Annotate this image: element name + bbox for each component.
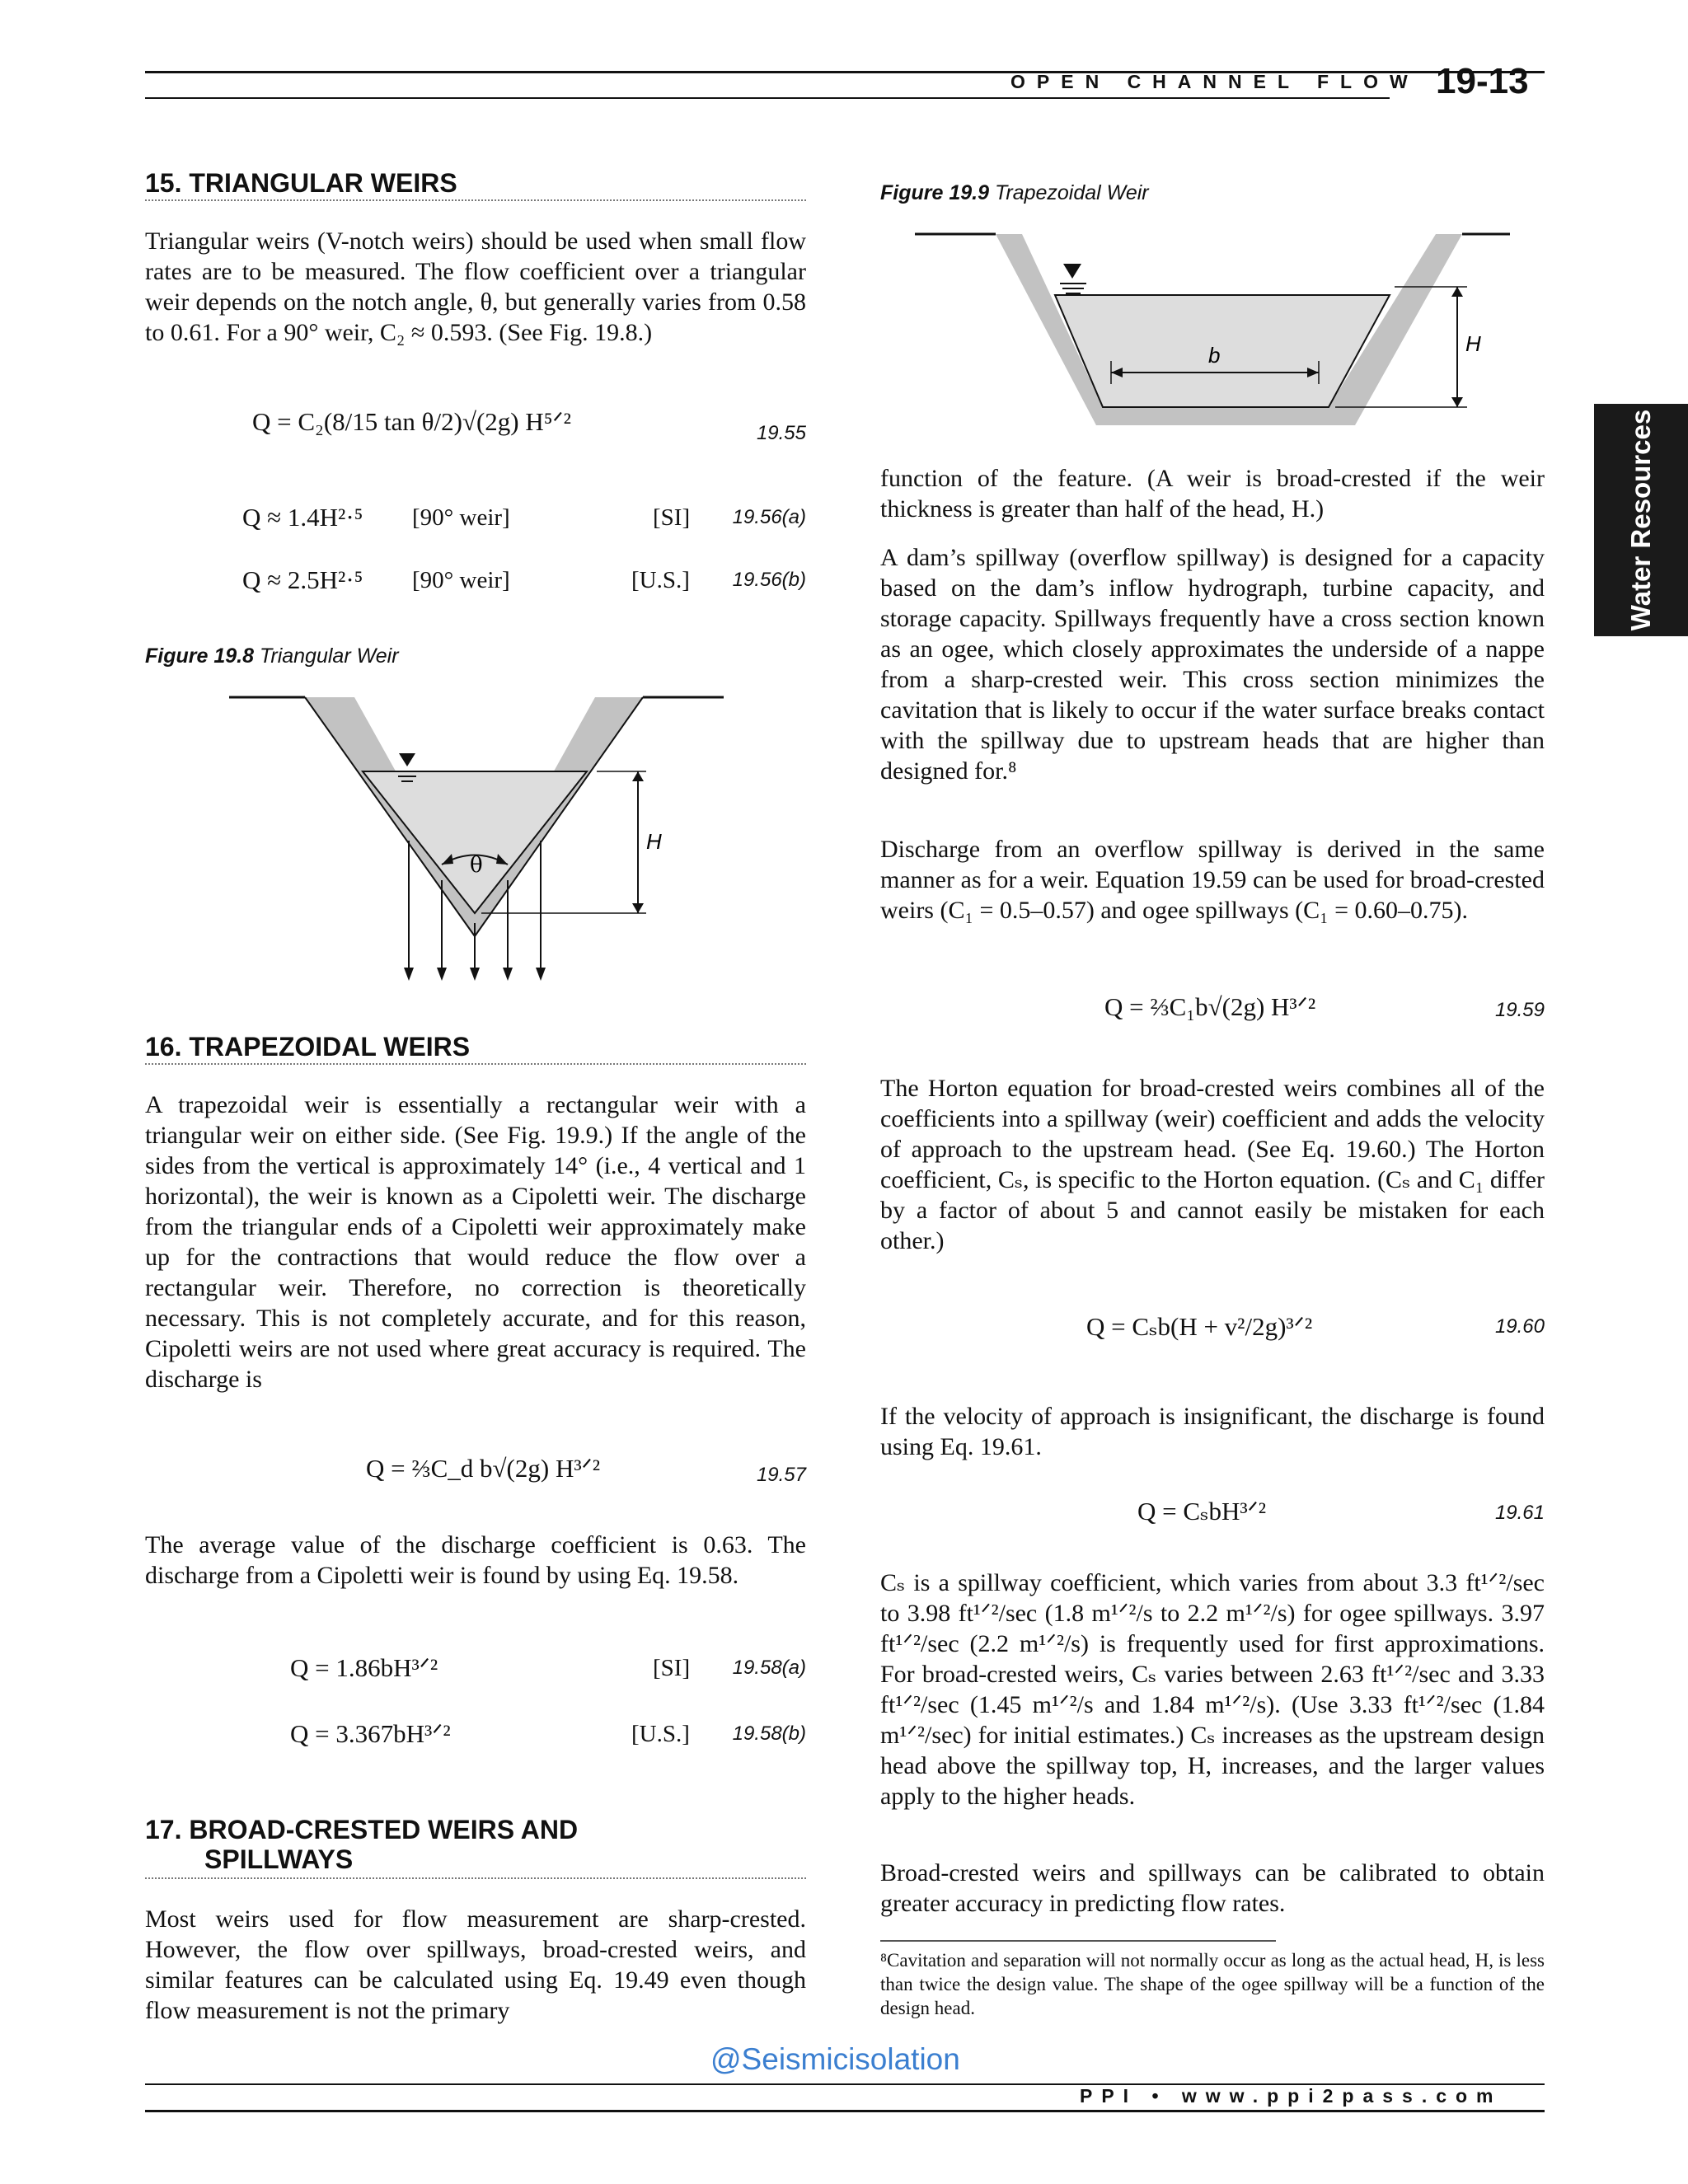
equation-19-59: Q = ⅔C₁b√(2g) H³ᐟ²: [1104, 992, 1316, 1021]
section-16-title: 16. TRAPEZOIDAL WEIRS: [145, 1032, 471, 1062]
paragraph-17b-text: function of the feature. (A weir is broad-crested if the weir thickness is greater than half of the head, H.): [880, 465, 1545, 523]
equation-19-57-label: 19.57: [756, 1464, 806, 1486]
paragraph-17h: [880, 1858, 1545, 1919]
section-15-rule: [145, 199, 806, 201]
trap-head-label: H: [1465, 331, 1481, 356]
figure-19-9-caption: [880, 181, 1149, 205]
equation-19-61-label: 19.61: [1494, 1502, 1545, 1524]
section-17-title: [145, 1815, 578, 1874]
trap-head-arrow-bottom: [1451, 397, 1463, 407]
paragraph-17g: [880, 1568, 1545, 1811]
paragraph-17c: [880, 542, 1545, 786]
equation-19-56a: Q ≈ 1.4H²·⁵: [242, 503, 363, 532]
equation-19-55: Q = C₂(8/15 tan θ/2)√(2g) H⁵ᐟ²: [252, 407, 571, 436]
equation-19-56b-note: [90° weir]: [412, 567, 510, 593]
equation-19-56b-label: 19.56(b): [732, 569, 806, 591]
watermark: @Seismicisolation: [710, 2042, 960, 2076]
equation-19-57: Q = ⅔C_d b√(2g) H³ᐟ²: [366, 1454, 601, 1483]
water-body: [363, 771, 587, 913]
equation-19-56a-label: 19.56(a): [732, 506, 806, 528]
trapezoid-water-marker: [1063, 264, 1081, 279]
equation-19-56b: Q ≈ 2.5H²·⁵: [242, 565, 363, 594]
page-number: 19-13: [1436, 61, 1529, 101]
nappe-arrow-head-3: [470, 968, 480, 981]
equation-19-56b-unit: [U.S.]: [631, 567, 690, 593]
figure-19-9-diagram: [907, 221, 1517, 427]
water-surface-marker: [399, 753, 415, 766]
paragraph-17g-text: Cₛ is a spillway coefficient, which varies from about 3.3 ft¹ᐟ²/sec to 3.98 ft¹ᐟ²/sec (1.8 m¹ᐟ²/s to 2.2 m¹ᐟ²/s) for ogee spillways. 3.97 ft¹ᐟ²/sec (2.2 m¹ᐟ²/s) is frequently used for first approximations. For broad-crested weirs, Cₛ varies between 2.63 ft¹ᐟ²/sec and 3.33 ft¹ᐟ²/sec (1.45 m¹ᐟ²/s and 1.84 m¹ᐟ²/s). (Use 3.33 ft¹ᐟ²/sec (1.84 m¹ᐟ²/sec) for initial estimates.) Cₛ increases as the upstream design head above the spillway top, H, increases, and the larger values apply to the higher heads.: [880, 1569, 1545, 1810]
paragraph-17c-text: A dam’s spillway (overflow spillway) is designed for a capacity based on the dam’s inflow hydrograph, turbine capacity, and storage capacity. Spillways frequently have a cross section known as an ogee, which closely approximates the underside of a nappe from a sharp-crested weir. This cross section minimizes the cavitation that is likely to occur if the water surface breaks contact with the spillway due to upstream heads that are higher than designed for.⁸: [880, 544, 1545, 785]
equation-19-61: Q = CₛbH³ᐟ²: [1137, 1497, 1267, 1526]
section-17-title-line2: SPILLWAYS: [204, 1844, 354, 1874]
theta-label: θ: [470, 853, 483, 878]
footer-text: PPI • www.ppi2pass.com: [1080, 2085, 1503, 2107]
paragraph-16b-text: The average value of the discharge coefficient is 0.63. The discharge from a Cipoletti weir is found by using Eq. 19.58.: [145, 1531, 806, 1589]
section-16-rule: [145, 1063, 806, 1065]
paragraph-16a: [145, 1090, 806, 1394]
head-arrow-top: [632, 771, 644, 781]
equation-19-56a-unit: [SI]: [653, 504, 691, 531]
equation-19-58b-unit: [U.S.]: [631, 1721, 690, 1747]
head-label: H: [646, 829, 662, 854]
equation-19-58a-unit: [SI]: [653, 1655, 691, 1681]
paragraph-16b: [145, 1530, 806, 1591]
paragraph-15a-text: Triangular weirs (V-notch weirs) should be used when small flow rates are to be measured. The flow coefficient over a triangular weir depends on the notch angle, θ, but generally varies from 0.58 to 0.61. For a 90° weir, C₂ ≈ 0.593. (See Fig. 19.8.): [145, 227, 806, 346]
figure-19-8-caption: [145, 644, 399, 668]
width-label: b: [1208, 343, 1221, 368]
equation-19-58b: Q = 3.367bH³ᐟ²: [290, 1719, 451, 1748]
equation-19-60: Q = Cₛb(H + v²/2g)³ᐟ²: [1086, 1312, 1313, 1341]
equation-19-56a-note: [90° weir]: [412, 504, 510, 531]
nappe-arrow-head-4: [503, 968, 513, 981]
paragraph-17e-text: The Horton equation for broad-crested weirs combines all of the coefficients into a spillway (weir) coefficient and adds the velocity of approach to the upstream head. (See Eq. 19.60.) The Horton coefficient, Cₛ, is specific to the Horton equation. (Cₛ and C₁ differ by a factor of about 5 and cannot easily be mistaken for each other.): [880, 1075, 1545, 1254]
paragraph-15a: [145, 226, 806, 348]
paragraph-17e: [880, 1073, 1545, 1256]
footnote-rule: [880, 1940, 1276, 1942]
paragraph-17a: [145, 1904, 806, 2026]
figure-19-9-number: Figure 19.9: [880, 181, 989, 204]
paragraph-17h-text: Broad-crested weirs and spillways can be calibrated to obtain greater accuracy in predicting flow rates.: [880, 1859, 1545, 1917]
figure-19-8-title: Triangular Weir: [259, 644, 399, 668]
footer-rule-bottom: [145, 2110, 1545, 2112]
equation-19-58b-label: 19.58(b): [732, 1722, 806, 1745]
paragraph-16a-text: A trapezoidal weir is essentially a rectangular weir with a triangular weir on either side. (See Fig. 19.9.) If the angle of the sides from the vertical is approximately 14° (i.e., 4 vertical and 1 horizontal), the weir is known as a Cipoletti weir. The discharge from the triangular ends of a Cipoletti weir approximately make up for the contractions that would reduce the flow over a rectangular weir. Therefore, no correction is theoretically necessary. This is not completely accurate, and for this reason, Cipoletti weirs are not used where great accuracy is required. The discharge is: [145, 1091, 806, 1393]
paragraph-17d: [880, 834, 1545, 926]
equation-19-59-label: 19.59: [1494, 999, 1545, 1021]
equation-19-60-label: 19.60: [1494, 1315, 1545, 1338]
nappe-arrow-head-1: [404, 968, 414, 981]
equation-19-58a-label: 19.58(a): [732, 1657, 806, 1679]
paragraph-17b: [880, 463, 1545, 524]
figure-19-8-diagram: [214, 684, 742, 997]
figure-19-8-number: Figure 19.8: [145, 644, 254, 668]
footnote: ⁸Cavitation and separation will not normally occur as long as the actual head, H, is less than twice the design value. The shape of the ogee spillway will be a function of the design head.: [880, 1950, 1545, 2018]
side-tab-label: Water Resources: [1625, 409, 1656, 631]
trap-head-arrow-top: [1451, 287, 1463, 297]
section-15-title: 15. TRIANGULAR WEIRS: [145, 168, 457, 198]
paragraph-17a-text: Most weirs used for flow measurement are sharp-crested. However, the flow over spillways, broad-crested weirs, and similar features can be calculated using Eq. 19.49 even though flow measurement is not the primary: [145, 1905, 806, 2024]
equation-19-58a: Q = 1.86bH³ᐟ²: [290, 1653, 438, 1682]
section-17-rule: [145, 1877, 806, 1879]
nappe-arrow-head-5: [536, 968, 546, 981]
paragraph-17f-text: If the velocity of approach is insignificant, the discharge is found using Eq. 19.61.: [880, 1403, 1545, 1460]
figure-19-9-title: Trapezoidal Weir: [994, 181, 1149, 204]
equation-19-55-label: 19.55: [756, 422, 806, 444]
head-arrow-bottom: [632, 903, 644, 913]
running-header-title: OPEN CHANNEL FLOW: [1010, 71, 1419, 92]
section-17-title-line1: 17. BROAD-CRESTED WEIRS AND: [145, 1815, 579, 1844]
header-rule-bottom: [145, 97, 1390, 99]
paragraph-17f: [880, 1401, 1545, 1462]
paragraph-17d-text: Discharge from an overflow spillway is derived in the same manner as for a weir. Equation 19.59 can be used for broad-crested weirs (C₁ = 0.5–0.57) and ogee spillways (C₁ = 0.60–0.75).: [880, 836, 1545, 924]
nappe-arrow-head-2: [437, 968, 447, 981]
